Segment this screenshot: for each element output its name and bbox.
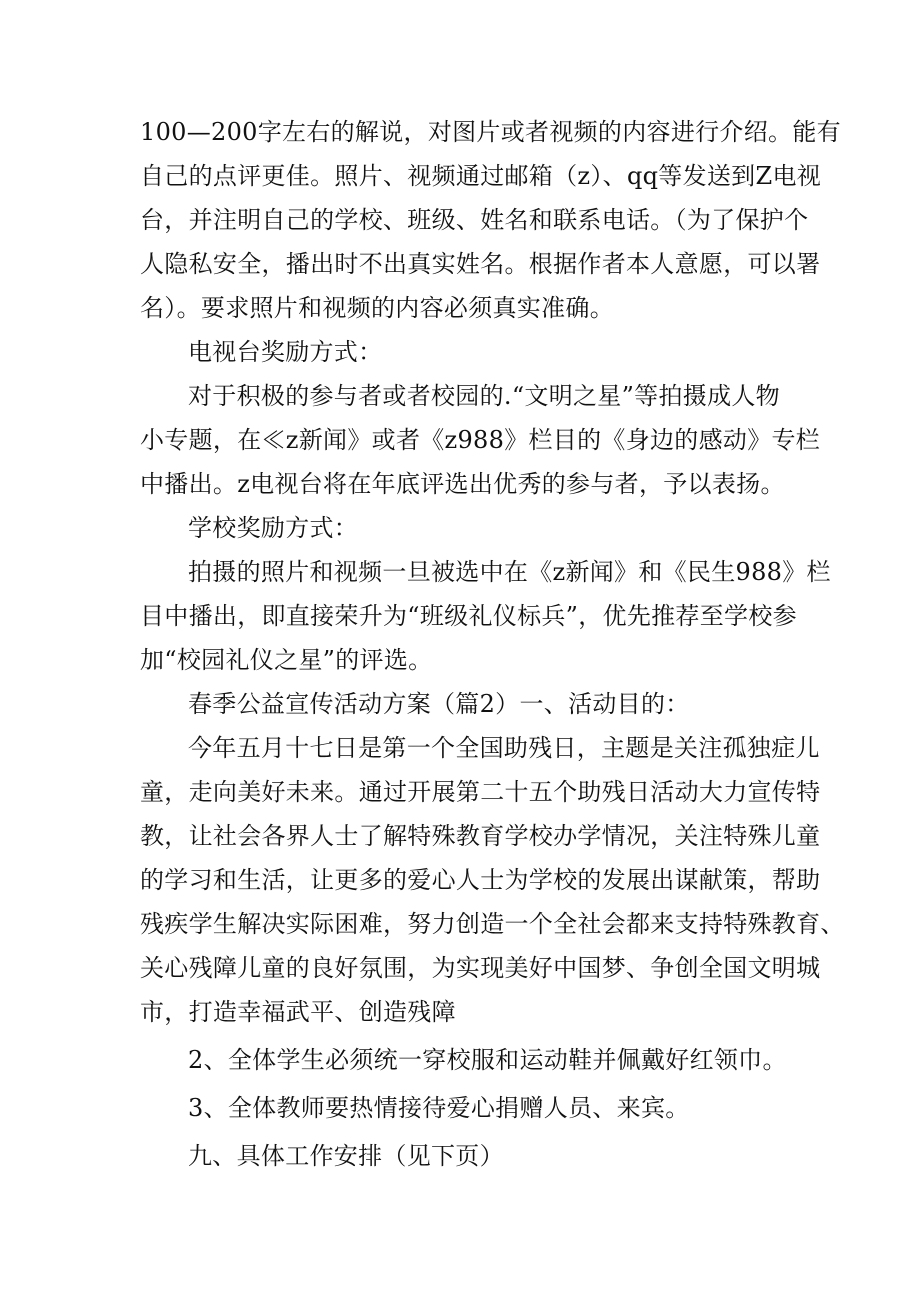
section-heading: 电视台奖励方式： <box>188 338 383 366</box>
list-item: 3、全体教师要热情接待爱心捐赠人员、来宾。 <box>188 1094 690 1122</box>
body-line: 市，打造幸福武平、创造残障 <box>140 998 456 1026</box>
body-line: 小专题，在≪z新闻》或者《z988》栏目的《身边的感动》专栏 <box>140 426 821 454</box>
list-item: 2、全体学生必须统一穿校服和运动鞋并佩戴好红领巾。 <box>188 1046 787 1074</box>
section-heading: 学校奖励方式： <box>188 514 359 542</box>
section-heading: 九、具体工作安排（见下页） <box>188 1142 504 1170</box>
body-line: 童，走向美好未来。通过开展第二十五个助残日活动大力宣传特 <box>140 778 821 806</box>
section-heading: 春季公益宣传活动方案（篇2）一、活动目的： <box>188 690 690 718</box>
paragraph-start: 拍摄的照片和视频一旦被选中在《z新闻》和《民生988》栏 <box>188 558 831 586</box>
body-line: 名）。要求照片和视频的内容必须真实准确。 <box>140 294 614 322</box>
body-line: 加“校园礼仪之星”的评选。 <box>140 646 433 674</box>
body-line: 自己的点评更佳。照片、视频通过邮箱（z）、qq等发送到Z电视 <box>140 162 822 190</box>
body-line: 残疾学生解决实际困难，努力创造一个全社会都来支持特殊教育、 <box>140 910 845 938</box>
body-line: 台，并注明自己的学校、班级、姓名和联系电话。（为了保护个 <box>140 206 809 234</box>
body-line: 人隐私安全，播出时不出真实姓名。根据作者本人意愿，可以署 <box>140 250 821 278</box>
body-line: 中播出。z电视台将在年底评选出优秀的参与者，予以表扬。 <box>140 470 785 498</box>
paragraph-start: 对于积极的参与者或者校园的.“文明之星”等拍摄成人物 <box>188 382 780 410</box>
body-line: 教，让社会各界人士了解特殊教育学校办学情况，关注特殊儿童 <box>140 822 821 850</box>
paragraph-start: 今年五月十七日是第一个全国助残日，主题是关注孤独症儿 <box>188 734 820 762</box>
body-line: 的学习和生活，让更多的爱心人士为学校的发展出谋献策，帮助 <box>140 866 821 894</box>
body-line: 关心残障儿童的良好氛围，为实现美好中国梦、争创全国文明城 <box>140 954 821 982</box>
document-page <box>140 110 845 1178</box>
body-line: 目中播出，即直接荣升为“班级礼仪标兵”，优先推荐至学校参 <box>140 602 797 630</box>
body-line: 100—200字左右的解说，对图片或者视频的内容进行介绍。能有 <box>140 118 841 146</box>
